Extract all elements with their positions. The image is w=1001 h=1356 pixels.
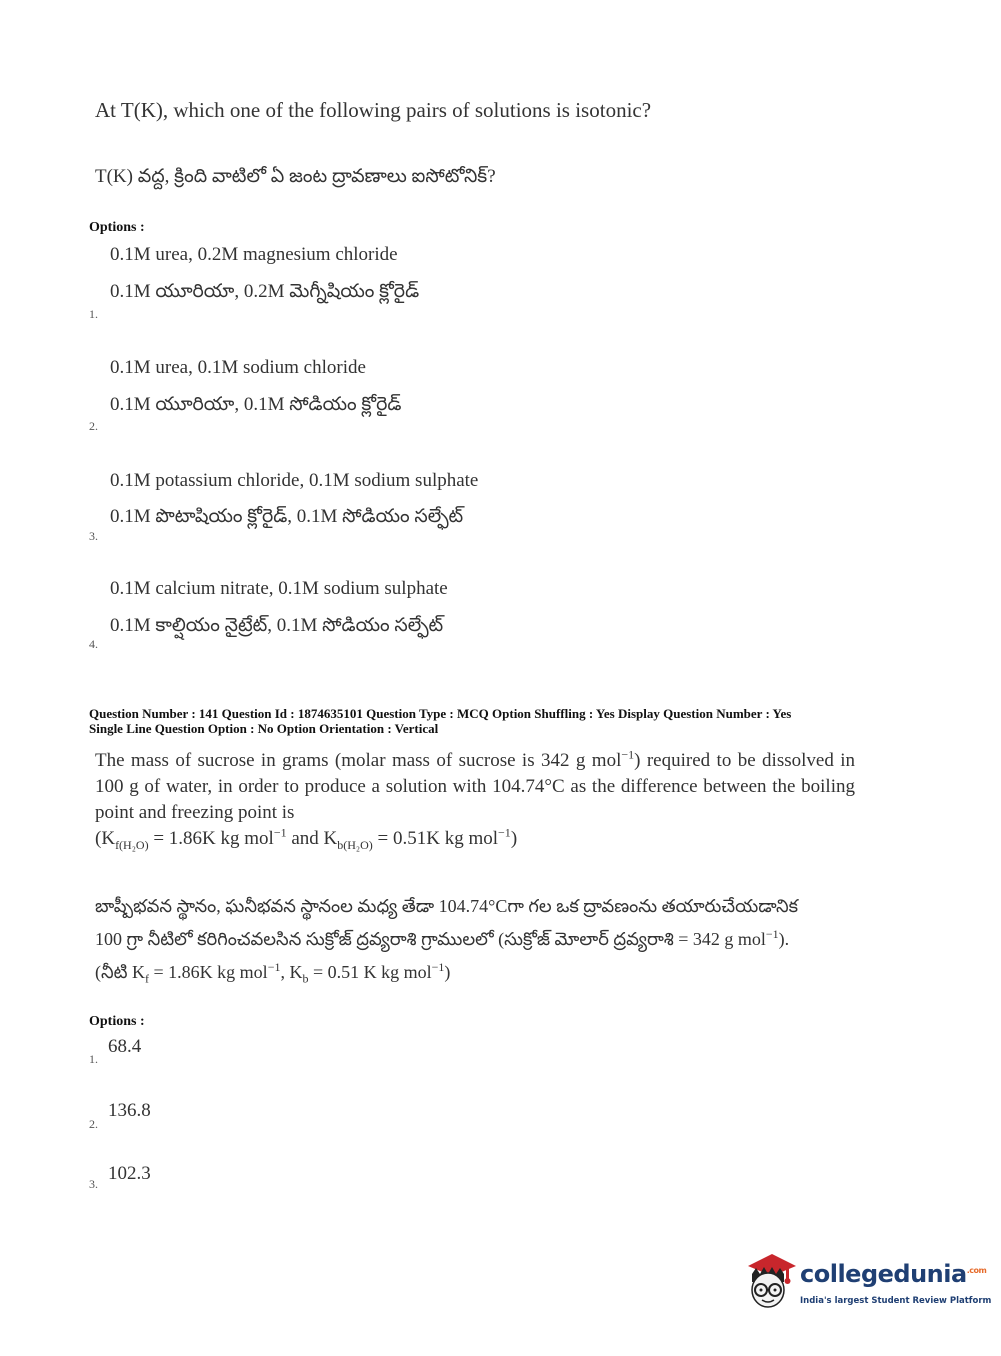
logo-wordmark (800, 1260, 986, 1288)
option-4-number: 4. (89, 637, 98, 651)
q2-sup-neg1: −1 (621, 747, 635, 762)
te-line-1: బాష్పీభవన స్థానం, ఘనీభవన స్థానంల మధ్య తేడా 104.74°Cగా గల ఒక ద్రావణంను తయారుచేయడానిక (95, 896, 799, 916)
option-3-text-te: 0.1M పొటాషియం క్లోరైడ్, 0.1M సోడియం సల్ఫేట్ (110, 506, 464, 527)
k-sub-b: b(H₂O) (337, 837, 373, 852)
logo-tagline: India's largest Student Review Platform (800, 1296, 992, 1306)
k-mid1: = 1.86K kg mol (148, 828, 274, 849)
te-3e: ) (444, 962, 451, 982)
question-meta-line-1: Question Number : 141 Question Id : 1874635101 Question Type : MCQ Option Shuffling : Yes Display Question Number : Yes (89, 706, 792, 721)
te-sup-1: −1 (765, 927, 779, 941)
te-sub-b: b (302, 971, 309, 986)
options-label: Options : (89, 220, 145, 235)
option-3-text-en: 0.1M potassium chloride, 0.1M sodium sulphate (110, 470, 479, 491)
question-meta-line-2: Single Line Question Option : No Option Orientation : Vertical (89, 721, 439, 736)
option-4-text-te: 0.1M కాల్షియం నైట్రేట్, 0.1M సోడియం సల్ఫేట్ (110, 615, 444, 636)
k-close: ) (510, 828, 518, 849)
q2-option-1-number: 1. (89, 1052, 98, 1066)
q2-para-part-a: The mass of sucrose in grams (molar mass of sucrose is 342 g mol (95, 750, 622, 771)
option-2-text-en: 0.1M urea, 0.1M sodium chloride (110, 357, 366, 378)
q2-option-3-number: 3. (89, 1177, 98, 1191)
te-sup-2: −1 (267, 960, 281, 974)
collegedunia-logo (742, 1252, 992, 1322)
option-1-text-en: 0.1M urea, 0.2M magnesium chloride (110, 244, 398, 265)
te-3a: (నీటి K (95, 962, 146, 982)
question-2-text-en (95, 748, 855, 826)
option-2-number: 2. (89, 419, 98, 433)
te-line-2b: ). (778, 929, 790, 949)
k-and: and K (286, 828, 338, 849)
question-text-en: At T(K), which one of the following pairs of solutions is isotonic? (95, 98, 652, 122)
question-meta (89, 706, 909, 736)
te-3d: = 0.51 K kg mol (308, 962, 432, 982)
logo-com: .com (966, 1266, 987, 1275)
te-3b: = 1.86K kg mol (149, 962, 268, 982)
question-2-text-te (95, 890, 875, 989)
q2-option-2-number: 2. (89, 1117, 98, 1131)
k-open: (K (95, 828, 116, 849)
k-sup1: −1 (273, 825, 287, 840)
option-4-text-en: 0.1M calcium nitrate, 0.1M sodium sulphate (110, 578, 448, 599)
mascot-icon (742, 1252, 800, 1314)
te-sub-f: f (145, 971, 150, 986)
te-line-2 (95, 923, 875, 956)
te-line-3 (95, 956, 875, 989)
k-sup2: −1 (498, 825, 511, 840)
te-sup-3: −1 (431, 960, 445, 974)
option-1-number: 1. (89, 307, 98, 321)
q2-option-3-value: 102.3 (108, 1163, 151, 1184)
k-sub-f: f(H₂O) (115, 837, 149, 852)
te-3c: , K (280, 962, 303, 982)
te-line-2a: 100 గ్రా నీటిలో కరిగించవలసిన సుక్రోజ్ ద్రవ్యరాశి గ్రాములలో (సుక్రోజ్ మోలార్ ద్రవ్యరాశి = 342 g mol (95, 929, 766, 949)
q2-para-part-b: ) required to be dissolved in 100 g of water, in order to produce a solution with 104.74°C as the difference between the boiling point and freezing point is (95, 750, 855, 823)
k-mid2: = 0.51K kg mol (372, 828, 499, 849)
question-2-constants-en (95, 826, 855, 852)
options-label-2: Options : (89, 1014, 145, 1029)
option-2-text-te: 0.1M యూరియా, 0.1M సోడియం క్లోరైడ్ (110, 394, 402, 415)
q2-option-2-value: 136.8 (108, 1100, 151, 1121)
logo-name-text: collegedunia (800, 1260, 967, 1288)
question-text-te: T(K) వద్ద, క్రింది వాటిలో ఏ జంట ద్రావణాలు ఐసోటోనిక్? (95, 166, 496, 187)
option-1-text-te: 0.1M యూరియా, 0.2M మెగ్నీషియం క్లోరైడ్ (110, 281, 420, 302)
q2-option-1-value: 68.4 (108, 1036, 142, 1057)
option-3-number: 3. (89, 529, 98, 543)
